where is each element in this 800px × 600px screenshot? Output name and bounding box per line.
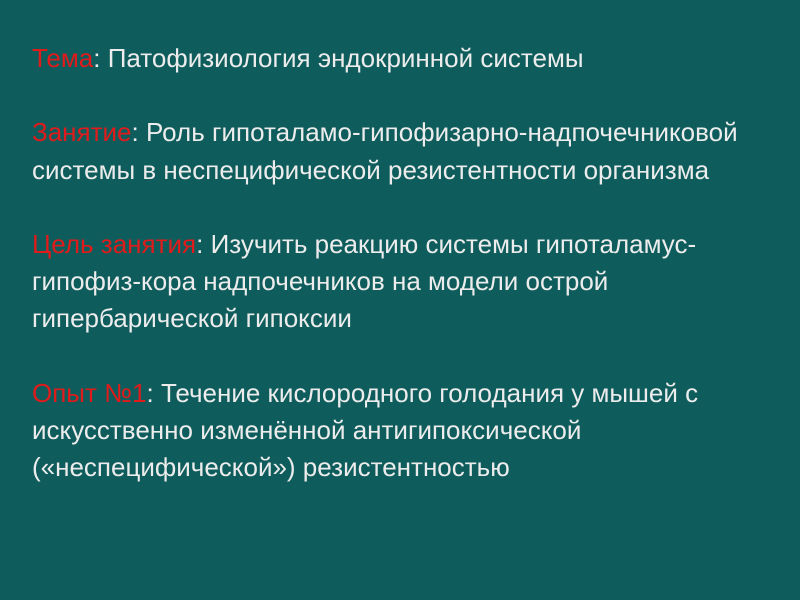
topic-paragraph bbox=[32, 40, 772, 77]
topic-text: Патофизиология эндокринной системы bbox=[107, 43, 584, 73]
goal-separator: : bbox=[196, 228, 204, 259]
goal-paragraph bbox=[32, 226, 772, 338]
topic-label: Тема bbox=[32, 43, 94, 73]
experiment-separator: : bbox=[146, 377, 154, 408]
experiment-label: Опыт №1 bbox=[32, 377, 147, 408]
slide-content bbox=[32, 40, 772, 524]
lesson-paragraph bbox=[32, 114, 772, 189]
goal-label: Цель занятия bbox=[32, 228, 197, 259]
experiment-text: Течение кислородного голодания у мышей с искусственно изменённой антигипоксической («неспецифической») резистентностью bbox=[32, 377, 699, 483]
goal-text: Изучить реакцию системы гипоталамус-гипофиз-кора надпочечников на модели острой гипербарической гипоксии bbox=[32, 228, 697, 334]
lesson-label: Занятие bbox=[32, 117, 132, 148]
experiment-paragraph bbox=[32, 375, 772, 487]
lesson-separator: : bbox=[131, 117, 139, 148]
topic-separator: : bbox=[93, 43, 101, 73]
lesson-text: Роль гипоталамо-гипофизарно-надпочечниковой системы в неспецифической резистентности организма bbox=[32, 117, 738, 185]
